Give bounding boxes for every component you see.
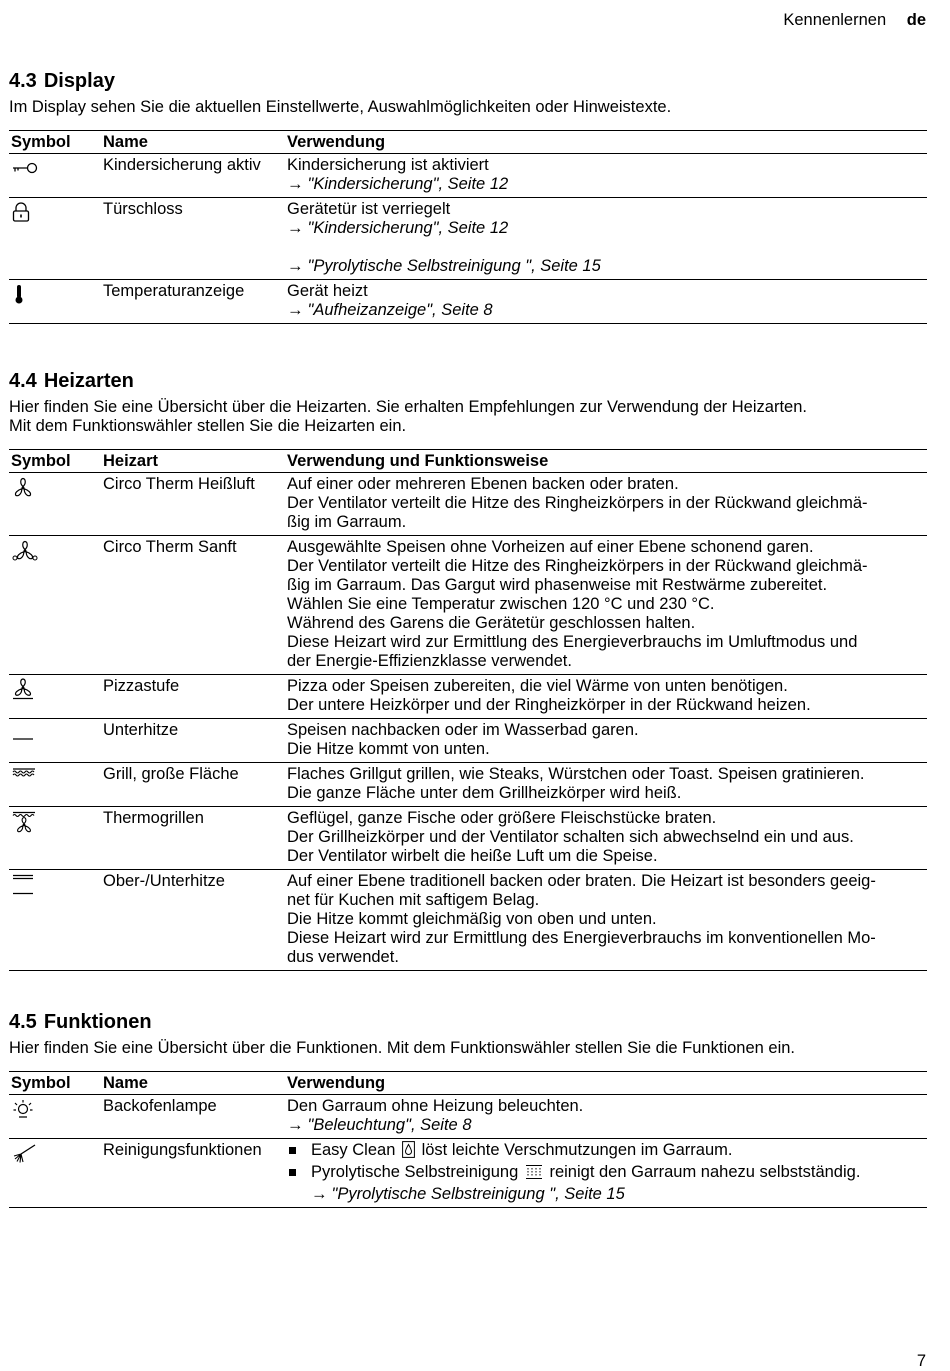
column-header: Symbol <box>9 1072 101 1095</box>
cross-reference-link[interactable]: → "Pyrolytische Selbstreinigung ", Seite 15 <box>311 1185 625 1203</box>
cross-reference-link[interactable]: → "Beleuchtung", Seite 8 <box>287 1116 472 1134</box>
bottom-heat-icon <box>11 722 101 744</box>
cleaning-list <box>287 1141 927 1204</box>
header-language: de <box>906 11 926 29</box>
thermogrill-icon <box>11 810 101 834</box>
table-row: Reinigungsfunktionen Easy Clean löst leichte Verschmutzungen im Garraum. Pyrolytische Selbstreinigung reinigt den Garraum nahezu selbstständig. → "Pyrolytische Selbstreinigung ", Seite 15 <box>9 1139 927 1208</box>
grill-icon <box>11 766 101 788</box>
page-header <box>783 11 926 30</box>
top-bottom-heat-icon <box>11 873 101 897</box>
display-table <box>9 130 927 324</box>
column-header: Symbol <box>9 450 101 473</box>
table-row: Grill, große Fläche Flaches Grillgut grillen, wie Steaks, Würstchen oder Toast. Speisen gratinieren. Die ganze Fläche unter dem Grillheizkörper wird heiß. <box>9 763 927 807</box>
section-title: 4.4 Heizarten <box>9 370 134 392</box>
section-display <box>9 69 927 324</box>
table-row: Temperaturanzeige Gerät heizt → "Aufheizanzeige", Seite 8 <box>9 280 927 324</box>
table-row: Circo Therm Sanft Ausgewählte Speisen ohne Vorheizen auf einer Ebene schonend garen. Der Ventilator verteilt die Hitze des Ringheizkörpers in der Rückwand gleichmä- ßig im Garraum. Das Gargut wird phasenweise mit Restwärme zubereitet. Wählen Sie eine Temperatur zwischen 120 °C und 230 °C. Während des Garens die Gerätetür geschlossen halten. Diese Heizart wird zur Ermittlung des Energieverbrauchs im Umluftmodus und der Energie-Effizienzklasse verwendet. <box>9 536 927 675</box>
cross-reference-link[interactable]: → "Pyrolytische Selbstreinigung ", Seite 15 <box>287 257 601 275</box>
table-row: Türschloss Gerätetür ist verriegelt → "Kindersicherung", Seite 12 → "Pyrolytische Selbstreinigung ", Seite 15 <box>9 198 927 280</box>
lamp-icon <box>11 1098 101 1120</box>
key-icon <box>11 157 101 177</box>
pyrolysis-icon <box>525 1164 543 1185</box>
table-row: Kindersicherung aktiv Kindersicherung ist aktiviert → "Kindersicherung", Seite 12 <box>9 154 927 198</box>
cross-reference-link[interactable]: → "Kindersicherung", Seite 12 <box>287 219 509 237</box>
table-row: Unterhitze Speisen nachbacken oder im Wasserbad garen. Die Hitze kommt von unten. <box>9 719 927 763</box>
page-number: 7 <box>916 1352 926 1370</box>
easy-clean-icon <box>402 1141 415 1163</box>
fan-gentle-icon <box>11 539 101 563</box>
column-header: Verwendung <box>285 131 927 154</box>
section-title: 4.3 Display <box>9 70 115 92</box>
column-header: Symbol <box>9 131 101 154</box>
fan-icon <box>11 476 101 498</box>
lock-icon <box>11 201 101 223</box>
table-row: Ober-/Unterhitze Auf einer Ebene traditionell backen oder braten. Die Heizart ist besonders geeig- net für Kuchen mit saftigem Belag. Die Hitze kommt gleichmäßig von oben und unten. Diese Heizart wird zur Ermittlung des Energieverbrauchs im konventionellen Mo- dus verwendet. <box>9 870 927 971</box>
table-row: Pizzastufe Pizza oder Speisen zubereiten, die viel Wärme von unten benötigen. Der untere Heizkörper und der Ringheizkörper in der Rückwand heizen. <box>9 675 927 719</box>
list-item: Easy Clean löst leichte Verschmutzungen im Garraum. <box>287 1141 927 1163</box>
header-section: Kennenlernen <box>783 11 887 29</box>
table-row: Thermogrillen Geflügel, ganze Fische oder größere Fleischstücke braten. Der Grillheizkörper und der Ventilator schalten sich abwechselnd ein und aus. Der Ventilator wirbelt die heiße Luft um die Speise. <box>9 807 927 870</box>
column-header: Verwendung <box>285 1072 927 1095</box>
section-intro: Hier finden Sie eine Übersicht über die Heizarten. Sie erhalten Empfehlungen zur Verwendung der Heizarten. Mit dem Funktionswähler stellen Sie die Heizarten ein. <box>9 398 807 435</box>
column-header: Name <box>101 131 285 154</box>
pizza-fan-icon <box>11 678 101 700</box>
section-intro: Hier finden Sie eine Übersicht über die Funktionen. Mit dem Funktionswähler stellen Sie die Funktionen ein. <box>9 1039 796 1057</box>
funktionen-table <box>9 1071 927 1208</box>
thermometer-icon <box>11 283 101 305</box>
column-header: Name <box>101 1072 285 1095</box>
column-header: Verwendung und Funktionsweise <box>285 450 927 473</box>
cross-reference-link[interactable]: → "Kindersicherung", Seite 12 <box>287 175 509 193</box>
section-title: 4.5 Funktionen <box>9 1011 152 1033</box>
table-row: Backofenlampe Den Garraum ohne Heizung beleuchten. → "Beleuchtung", Seite 8 <box>9 1095 927 1139</box>
table-row: Circo Therm Heißluft Auf einer oder mehreren Ebenen backen oder braten. Der Ventilator verteilt die Hitze des Ringheizkörpers in der Rückwand gleichmä- ßig im Garraum. <box>9 473 927 536</box>
heizarten-table <box>9 449 927 971</box>
section-intro: Im Display sehen Sie die aktuellen Einstellwerte, Auswahlmöglichkeiten oder Hinweistexte. <box>9 98 672 116</box>
cross-reference-link[interactable]: → "Aufheizanzeige", Seite 8 <box>287 301 493 319</box>
section-heizarten <box>9 369 927 971</box>
list-item: Pyrolytische Selbstreinigung reinigt den Garraum nahezu selbstständig. → "Pyrolytische Selbstreinigung ", Seite 15 <box>287 1163 927 1204</box>
section-funktionen <box>9 1010 927 1208</box>
cleaning-icon <box>11 1142 101 1164</box>
column-header: Heizart <box>101 450 285 473</box>
